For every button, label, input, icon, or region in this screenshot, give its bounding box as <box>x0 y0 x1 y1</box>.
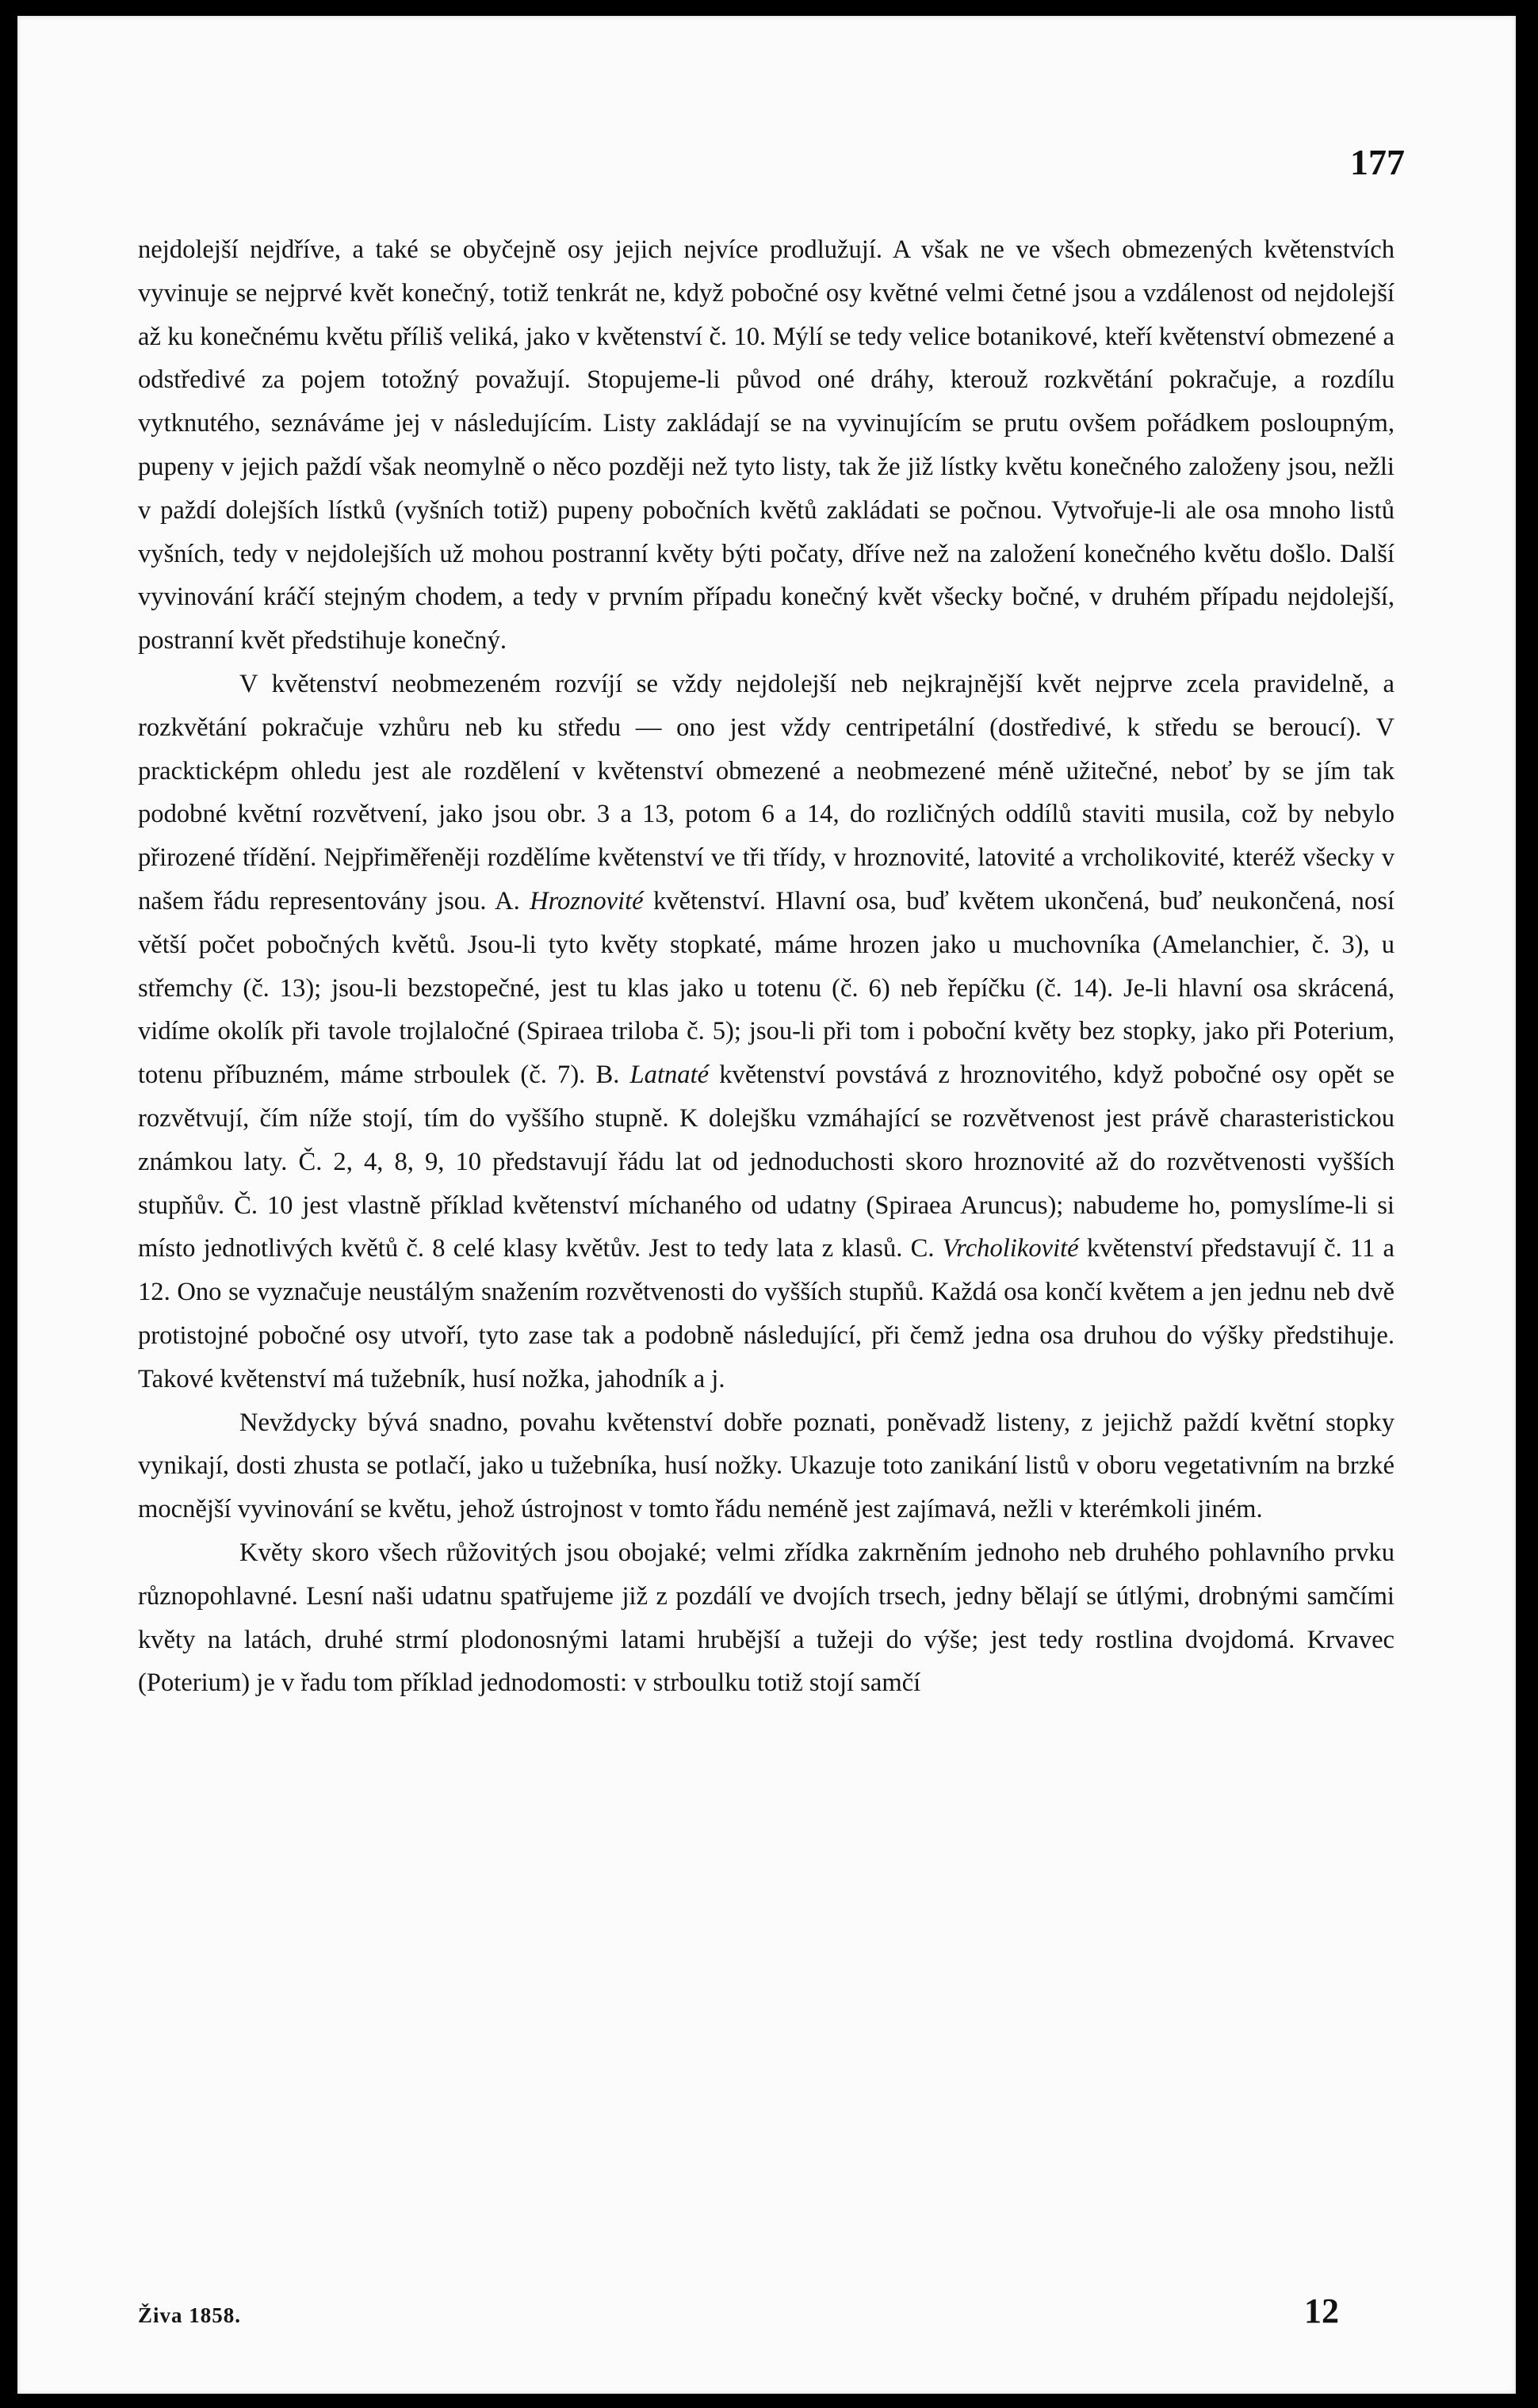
page-number: 177 <box>1350 142 1405 182</box>
paragraph-2 <box>138 663 1395 1401</box>
text-run: květenství představují č. 11 a 12. Ono se vyznačuje neustálým snažením rozvětvenosti do vyšších stupňů. Každá osa končí květem a jen jednu neb dvě protistojné pobočné osy utvoří, tyto zase tak a podobně následující, při čemž jedna osa druhou do výšky předstihuje. Takové květenství má tužebník, husí nožka, jahodník a j. <box>138 1234 1395 1393</box>
signature-number: 12 <box>1304 2291 1339 2330</box>
book-page <box>17 16 1516 2394</box>
text-run: Nevždycky bývá snadno, povahu květenství dobře poznati, poněvadž listeny, z jejichž paždí květní stopky vynikají, dosti zhusta se potlačí, jako u tužebníka, husí nožky. Ukazuje toto zanikání listů v oboru vegetativním na brzké mocnější vyvinování se květu, jehož ústrojnost v tomto řádu neméně jest zajímavá, nežli v kterémkoli jiném. <box>138 1408 1395 1524</box>
italic-term: Vrcholikovité <box>942 1234 1079 1263</box>
page-footer <box>138 2291 1395 2331</box>
text-run: nejdolejší nejdříve, a také se obyčejně osy jejich nejvíce prodlužují. A však ne ve všech obmezených květenstvích vyvinuje se nejprvé květ konečný, totiž tenkrát ne, když pobočné osy květné velmi četné jsou a vzdálenost od nejdolejší až ku konečnému květu příliš veliká, jako v květenství č. 10. Mýlí se tedy velice botanikové, kteří květenství obmezené a odstředivé za pojem totožný považují. Stopujeme-li původ oné dráhy, kterouž rozkvětání pokračuje, a rozdílu vytknutého, seznáváme jej v následujícím. Listy zakládají se na vyvinujícím se prutu ovšem pořádkem posloupným, pupeny v jejich paždí však neomylně o něco později než tyto listy, tak že již lístky květu konečného založeny jsou, nežli v paždí dolejších lístků (vyšních totiž) pupeny pobočních květů zakládati se počnou. Vytvořuje-li ale osa mnoho listů vyšních, tedy v nejdolejších už mohou postranní květy býti počaty, dříve než na založení konečného květu došlo. Další vyvinování kráčí stejným chodem, a tedy v prvním případu konečný květ všecky bočné, v druhém případu nejdolejší, postranní květ předstihuje konečný. <box>138 235 1395 656</box>
text-run: V květenství neobmezeném rozvíjí se vždy nejdolejší neb nejkrajnější květ nejprve zcela pravidelně, a rozkvětání pokračuje vzhůru neb ku středu — ono jest vždy centripetální (dostředivé, k středu se beroucí). V prackticképm ohledu jest ale rozdělení v květenství obmezené a neobmezené méně užitečné, neboť by se jím tak podobné květní rozvětvení, jako jsou obr. 3 a 13, potom 6 a 14, do rozličných oddílů staviti musila, což by nebylo přirozené třídění. Nejpřiměřeněji rozdělíme květenství ve tři třídy, v hroznovité, latovité a vrcholikovité, kteréž všecky v našem řádu representovány jsou. A. <box>138 669 1395 915</box>
journal-label: Živa 1858. <box>138 2303 242 2327</box>
italic-term: Latnaté <box>629 1061 710 1090</box>
body-text <box>138 228 1395 1705</box>
paragraph-1 <box>138 228 1395 663</box>
text-run: Květy skoro všech růžovitých jsou obojaké; velmi zřídka zakrněním jednoho neb druhého pohlavního prvku různopohlavné. Lesní naši udatnu spatřujeme již z pozdálí ve dvojích trsech, jedny bělají se útlými, drobnými samčími květy na latách, druhé strmí plodonosnými latami hrubější a tužeji do výše; jest tedy rostlina dvojdomá. Krvavec (Poterium) je v řadu tom příklad jednodomosti: v strboulku totiž stojí samčí <box>138 1538 1395 1698</box>
italic-term: Hroznovité <box>530 886 644 915</box>
text-run: květenství povstává z hroznovitého, když pobočné osy opět se rozvětvují, čím níže stojí, tím do vyššího stupně. K dolejšku vzmáhající se rozvětvenost jest právě charasteristickou známkou laty. Č. 2, 4, 8, 9, 10 představují řádu lat od jednoduchosti skoro hroznovité až do rozvětvenosti vyšších stupňův. Č. 10 jest vlastně příklad květenství míchaného od udatny (Spiraea Aruncus); nabudeme ho, pomyslíme-li si místo jednotlivých květů č. 8 celé klasy květův. Jest to tedy lata z klasů. C. <box>138 1061 1395 1263</box>
paragraph-4 <box>138 1531 1395 1705</box>
paragraph-3 <box>138 1401 1395 1531</box>
text-run: květenství. Hlavní osa, buď květem ukončená, buď neukončená, nosí větší počet pobočných květů. Jsou-li tyto květy stopkaté, máme hrozen jako u muchovníka (Amelanchier, č. 3), u střemchy (č. 13); jsou-li bezstopečné, jest tu klas jako u totenu (č. 6) neb řepíčku (č. 14). Je-li hlavní osa skrácená, vidíme okolík při tavole trojlaločné (Spiraea triloba č. 5); jsou-li při tom i poboční květy bez stopky, jako při Poterium, totenu příbuzném, máme strboulek (č. 7). B. <box>138 886 1395 1090</box>
